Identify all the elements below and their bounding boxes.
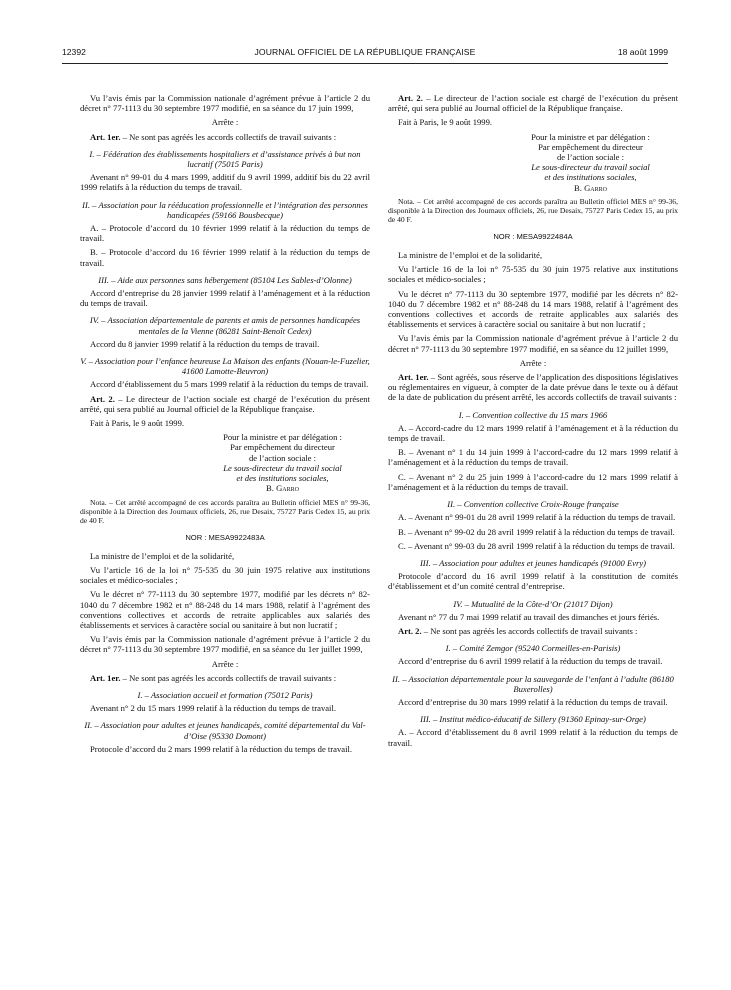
paragraph: Accord d’entreprise du 30 mars 1999 relatif à la réduction du temps de travail. xyxy=(398,696,668,707)
nor-reference: NOR : MESA9922483A xyxy=(185,532,265,542)
paragraph: B. – Avenant n° 99-02 du 28 avril 1999 relatif à la réduction du temps de travail. xyxy=(398,526,675,537)
nota-note: Nota. – Cet arrêté accompagné de ces accords paraîtra au Bulletin officiel MES n° 99-36, disponible à la Direction des Journaux officiels, 26, rue Desaix, 75727 Paris Cedex 15, au prix de 40 F. xyxy=(80,497,370,525)
signature-block xyxy=(503,132,678,193)
signature-line: et des institutions sociales, xyxy=(544,172,637,183)
paragraph: Vu le décret n° 77-1113 du 30 septembre 1977, modifié par les décrets n° 82-1040 du 7 décembre 1982 et n° 88-248 du 14 mars 1988, relatif à l’agrément des conventions collectives et accords de retraite applicables aux salariés des établissements et services à caractère social ou sanitaire à but non lucratif ; xyxy=(388,288,678,330)
paragraph: A. – Accord d’établissement du 8 avril 1999 relatif à la réduction du temps de travail. xyxy=(388,727,678,748)
paragraph: Accord d’établissement du 5 mars 1999 relatif à la réduction du temps de travail. xyxy=(90,379,369,390)
paragraph: Vu l’avis émis par la Commission nationale d’agrément prévue à l’article 2 du décret n° 77-1113 du 30 septembre 1977 modifié, en sa séance du 17 juin 1999, xyxy=(80,93,370,114)
signature-name: B. Garro xyxy=(574,182,607,193)
section-title: I. – Convention collective du 15 mars 1966 xyxy=(458,409,608,420)
paragraph: B. – Protocole d’accord du 16 février 1999 relatif à la réduction du temps de travail. xyxy=(80,247,370,268)
article-label: Art. 1er. xyxy=(90,131,121,142)
article-label: Art. 2. xyxy=(398,625,422,636)
paragraph: Avenant n° 99-01 du 4 mars 1999, additif du 9 avril 1999, additif bis du 22 avril 1999 relatifs à la réduction du temps de travail. xyxy=(80,172,370,193)
paragraph: Vu l’article 16 de la loi n° 75-535 du 30 juin 1975 relative aux institutions sociales et médico-sociales ; xyxy=(80,564,370,586)
paragraph: Accord du 8 janvier 1999 relatif à la réduction du temps de travail. xyxy=(90,338,320,349)
article-label: Art. 1er. xyxy=(90,672,121,683)
signature-name: B. Garro xyxy=(266,483,299,494)
article-text: – Le directeur de l’action sociale est chargé de l’exécution du présent arrêté, qui sera publié au Journal officiel de la République française. xyxy=(80,393,370,414)
section-title: IV. – Mutualité de la Côte-d’Or (21017 Dijon) xyxy=(453,598,613,609)
nor-reference: NOR : MESA9922484A xyxy=(493,231,573,241)
article-text: – Ne sont pas agréés les accords collectifs de travail suivants : xyxy=(120,131,337,142)
section-title: II. – Association départementale pour la sauvegarde de l’enfant à l’adulte (86180 Buxerolles) xyxy=(392,673,674,694)
section-title: V. – Association pour l’enfance heureuse La Maison des enfants (Nouan-le-Fuzelier, 41600 Lamotte-Beuvron) xyxy=(80,356,370,377)
article-paragraph xyxy=(388,372,678,403)
signature-line: Par empêchement du directeur xyxy=(538,141,643,152)
paragraph: Fait à Paris, le 9 août 1999. xyxy=(398,117,493,128)
paragraph: Vu le décret n° 77-1113 du 30 septembre 1977, modifié par les décrets n° 82-1040 du 7 décembre 1982 et n° 88-248 du 14 mars 1988, relatif à l’agrément des conventions collectives et accords de retraite applicables aux salariés des établissements et services à caractère social ou sanitaire à but non lucratif ; xyxy=(80,589,370,630)
signature-line: de l’action sociale : xyxy=(556,152,625,163)
section-title: II. – Convention collective Croix-Rouge française xyxy=(447,499,619,510)
paragraph: C. – Avenant n° 99-03 du 28 avril 1999 relatif à la réduction du temps de travail. xyxy=(398,540,675,551)
section-title: III. – Association pour adultes et jeunes handicapés (91000 Evry) xyxy=(419,557,647,568)
paragraph: Protocole d’accord du 16 avril 1999 relatif à la constitution de comités d’établissement et d’un comité central d’entreprise. xyxy=(388,571,678,592)
section-title: IV. – Association départementale de parents et amis de personnes handicapées mentales de la Vienne (86281 Saint-Benoît Cedex) xyxy=(89,315,361,336)
paragraph: Avenant n° 77 du 7 mai 1999 relatif au travail des dimanches et jours fériés. xyxy=(398,611,660,622)
signature-line: de l’action sociale : xyxy=(248,452,317,463)
paragraph: Vu l’avis émis par la Commission nationale d’agrément prévue à l’article 2 du décret n° 77-1113 du 30 septembre 1977 modifié, en sa séance du 1er juillet 1999, xyxy=(80,634,370,655)
article-label: Art. 2. xyxy=(398,93,423,103)
signature-line: Pour la ministre et par délégation : xyxy=(531,131,650,142)
header-rule xyxy=(62,63,668,64)
signature-block xyxy=(195,432,370,493)
section-title: I. – Comité Zemgor (95240 Cormeilles-en-Parisis) xyxy=(445,643,621,654)
article-paragraph xyxy=(80,132,370,142)
page-number: 12392 xyxy=(62,47,86,57)
section-title: III. – Aide aux personnes sans hébergement (85104 Les Sables-d’Olonne) xyxy=(98,274,352,285)
paragraph: A. – Avenant n° 99-01 du 28 avril 1999 relatif à la réduction du temps de travail. xyxy=(398,512,676,523)
signature-line: Le sous-directeur du travail social xyxy=(531,162,650,173)
section-title: III. – Institut médico-éducatif de Sillery (91360 Epinay-sur-Orge) xyxy=(420,714,646,725)
article-paragraph xyxy=(80,394,370,414)
page-header xyxy=(62,47,668,63)
issue-date: 18 août 1999 xyxy=(617,47,668,57)
left-column xyxy=(80,93,370,758)
article-label: Art. 2. xyxy=(90,393,115,404)
article-paragraph xyxy=(80,673,370,683)
right-column xyxy=(388,93,678,752)
signature-line: Le sous-directeur du travail social xyxy=(223,462,342,473)
paragraph: La ministre de l’emploi et de la solidarité, xyxy=(398,250,543,261)
paragraph: Vu l’avis émis par la Commission nationale d’agrément prévue à l’article 2 du décret n° 77-1113 du 30 septembre 1977 modifié, en sa séance du 12 juillet 1999, xyxy=(388,333,678,354)
paragraph: B. – Avenant n° 1 du 14 juin 1999 à l’accord-cadre du 12 mars 1999 relatif à l’aménagement et à la réduction du temps de travail. xyxy=(388,447,678,468)
paragraph: La ministre de l’emploi et de la solidarité, xyxy=(90,550,235,561)
paragraph: A. – Accord-cadre du 12 mars 1999 relatif à l’aménagement et à la réduction du temps de travail. xyxy=(388,422,678,444)
article-paragraph xyxy=(388,93,678,113)
section-title: I. – Association accueil et formation (75012 Paris) xyxy=(137,689,313,700)
paragraph: C. – Avenant n° 2 du 25 juin 1999 à l’accord-cadre du 12 mars 1999 relatif à l’aménagement et à la réduction du temps de travail. xyxy=(388,471,678,492)
signature-line: Pour la ministre et par délégation : xyxy=(223,432,342,443)
article-text: – Le directeur de l’action sociale est chargé de l’exécution du présent arrêté, qui sera publié au Journal officiel de la République française. xyxy=(388,93,678,114)
signature-line: et des institutions sociales, xyxy=(236,473,329,484)
journal-title: JOURNAL OFFICIEL DE LA RÉPUBLIQUE FRANÇAISE xyxy=(254,47,476,57)
paragraph: Protocole d’accord du 2 mars 1999 relatif à la réduction du temps de travail. xyxy=(90,743,353,754)
paragraph: Accord d’entreprise du 6 avril 1999 relatif à la réduction du temps de travail. xyxy=(398,656,663,667)
article-text: – Sont agréés, sous réserve de l’application des dispositions législatives ou réglementaires en vigueur, à compter de la date prévue dans le texte ou à défaut de la date de publication du présent arrêté, les accords collectifs de travail suivants : xyxy=(388,372,678,403)
arrete-heading: Arrête : xyxy=(519,357,547,368)
article-label: Art. 1er. xyxy=(398,372,429,383)
paragraph: Accord d’entreprise du 28 janvier 1999 relatif à l’aménagement et à la réduction du temps de travail. xyxy=(80,288,370,309)
signature-line: Par empêchement du directeur xyxy=(230,442,335,453)
section-title: II. – Association pour la rééducation professionnelle et l’intégration des personnes handicapées (59166 Bousbecque) xyxy=(82,199,368,220)
paragraph: Avenant n° 2 du 15 mars 1999 relatif à la réduction du temps de travail. xyxy=(90,703,336,714)
paragraph: A. – Protocole d’accord du 10 février 1999 relatif à la réduction du temps de travail. xyxy=(80,223,370,244)
paragraph: Vu l’article 16 de la loi n° 75-535 du 30 juin 1975 relative aux institutions sociales et médico-sociales ; xyxy=(388,264,678,285)
section-title: II. – Association pour adultes et jeunes handicapés, comité départemental du Val-d’Oise (95330 Domont) xyxy=(84,720,366,741)
section-title: I. – Fédération des établissements hospitaliers et d’assistance privés à but non lucratif (75015 Paris) xyxy=(89,148,361,170)
nota-note: Nota. – Cet arrêté accompagné de ces accords paraîtra au Bulletin officiel MES n° 99-36, disponible à la Direction des Journaux officiels, 26, rue Desaix, 75727 Paris Cedex 15, au prix de 40 F. xyxy=(388,196,678,224)
paragraph: Fait à Paris, le 9 août 1999. xyxy=(90,418,185,429)
article-text: – Ne sont pas agréés les accords collectifs de travail suivants : xyxy=(120,672,337,683)
arrete-heading: Arrête : xyxy=(211,658,239,669)
article-text: – Ne sont pas agréés les accords collectifs de travail suivants : xyxy=(421,625,638,636)
arrete-heading: Arrête : xyxy=(211,117,239,128)
article-paragraph xyxy=(388,626,678,636)
